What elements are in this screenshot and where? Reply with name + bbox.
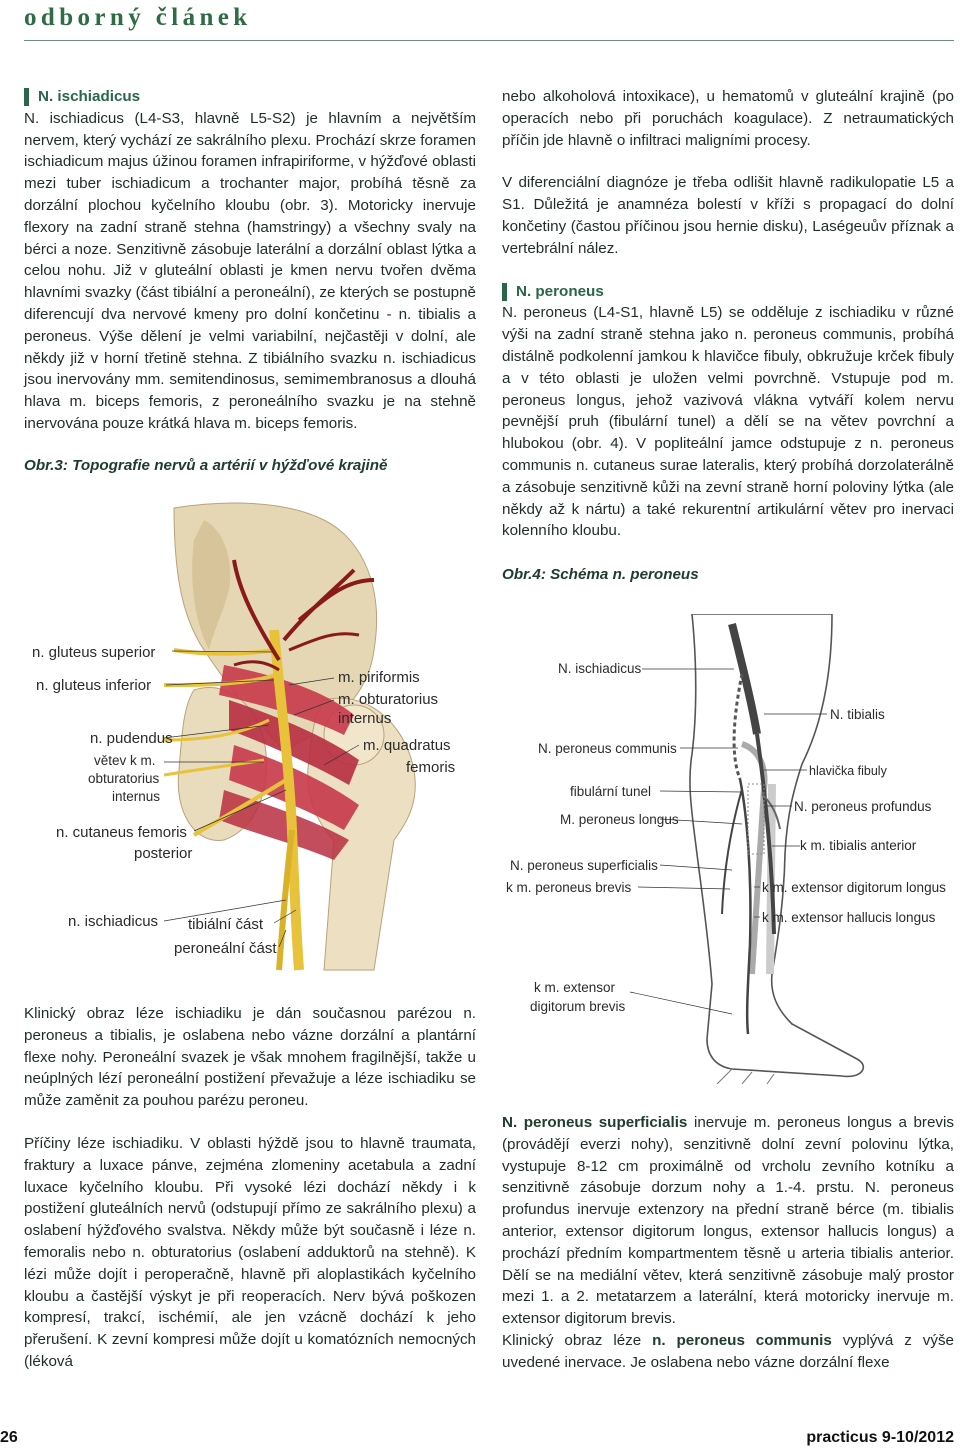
label-vetev-obturatorius: obturatorius	[88, 771, 160, 786]
clinical-picture-paragraph: Klinický obraz léze ischiadiku je dán současnou parézou n. peroneus a tibialis, je oslabena nebo vázne dorzální a plantární flexe nohy. Peroneální svazek je však mnohem fragilnější, takže u neúplných lézí peroneální postižení převažuje a léze ischiadiku se může zaměnit za pouhou parézu peroneu.	[24, 1005, 476, 1110]
label-gluteus-superior: n. gluteus superior	[32, 644, 156, 661]
communis-text-a: Klinický obraz léze	[502, 1331, 653, 1349]
figure-3-caption: Obr.3: Topografie nervů a artérií v hýžďové krajině	[24, 456, 388, 474]
right-column-lower	[502, 1112, 954, 1374]
label-obturatorius-internus: internus	[338, 710, 392, 727]
figure-4-caption: Obr.4: Schéma n. peroneus	[502, 566, 699, 584]
heading-n-ischiadicus: N. ischiadicus	[24, 86, 476, 108]
label-n-peroneus-superficialis: N. peroneus superficialis	[510, 858, 658, 873]
label-fibularni-tunel: fibulární tunel	[570, 784, 652, 799]
figure-4-illustration	[502, 614, 954, 1084]
figure-3-illustration	[24, 500, 476, 980]
label-peronealni-cast: peroneální část	[174, 940, 277, 957]
figure-4-peroneus-schema	[502, 614, 954, 1084]
label-hlavicka-fibuly: hlavička fibuly	[809, 764, 887, 778]
left-column	[24, 86, 476, 477]
differential-paragraph: V diferenciální diagnóze je třeba odlišit hlavně radikulopatie L5 a S1. Důležitá je anamnéza bolestí v kříži s propagací do dolní končetiny (častou příčinou jsou hernie disku), Laségeuův příznak a vertebrální nález.	[502, 174, 954, 257]
label-quadratus: m. quadratus	[363, 737, 451, 754]
superficialis-term: N. peroneus superficialis	[502, 1114, 688, 1131]
communis-text-b: vyplývá z výše uvedené inervace. Je oslabena nebo vázne dorzální flexe	[502, 1331, 954, 1371]
causes-paragraph: Příčiny léze ischiadiku. V oblasti hýždě jsou to hlavně traumata, fraktury a luxace pánve, zejména zlomeniny acetabula a zadní luxace kyčelního kloubu. Při vysoké lézi dochází někdy i k postižení gluteálních nervů (odstupují přímo ze sakrálního plexu) a oslabení hýžďového svalstva. Někdy může být současně i léze n. femoralis nebo n. obturatorius (oslabení adduktorů na stehně). K lézi může dojít i peroperačně, hlavně při aloplastikách kyčelního kloubu a častější výskyt je při reoperacích. Nerv bývá poškozen kompresí, trakcí, ischémií, ale jen vzácně dochází k jeho přerušení. K zevní kompresi může dojít u komatózních nemocných (léková	[24, 1134, 476, 1370]
label-peroneus-brevis: k m. peroneus brevis	[506, 880, 632, 895]
label-n-peroneus-profundus: N. peroneus profundus	[794, 799, 932, 814]
label-extensor-hallucis-longus: k m. extensor hallucis longus	[762, 910, 936, 925]
continuation-paragraph: nebo alkoholová intoxikace), u hematomů v gluteální krajině (po operacích nebo při poruchách koagulace). Z netraumatických příčin jde hlavně o infiltraci maligními procesy.	[502, 88, 954, 149]
label-quadratus-femoris: femoris	[406, 759, 456, 776]
heading-n-peroneus: N. peroneus	[502, 281, 954, 303]
label-vetev: větev k m.	[94, 753, 156, 768]
label-obturatorius: m. obturatorius	[338, 691, 439, 708]
label-n-peroneus-communis: N. peroneus communis	[538, 741, 677, 756]
right-column	[502, 86, 954, 586]
label-cutaneus-femoris: n. cutaneus femoris	[56, 824, 187, 841]
label-tibialis-anterior: k m. tibialis anterior	[800, 838, 917, 853]
label-piriformis: m. piriformis	[338, 669, 420, 686]
label-ischiadicus: n. ischiadicus	[68, 913, 159, 930]
left-column-lower	[24, 1003, 476, 1373]
label-vetev-internus: internus	[112, 789, 161, 804]
page-number: 26	[0, 1429, 18, 1446]
label-n-tibialis: N. tibialis	[830, 707, 885, 722]
superficialis-paragraph	[502, 1112, 954, 1330]
label-tibialni-cast: tibiální část	[188, 916, 264, 933]
label-digitorum-brevis: digitorum brevis	[530, 999, 626, 1014]
superficialis-text: inervuje m. peroneus longus a brevis (provádějí everzi nohy), senzitivně dolní zevní polovinu lýtka, vystupuje 8-12 cm proximálně od vrcholu zevního kotníku a senzitivně zásobuje dorzum nohy a 1.-4. prstu. N. peroneus profundus inervuje extenzory na přední straně bérce (m. tibialis anterior, extensor digitorum longus, extensor hallucis longus) a prochází předním kompartmentem těsně u arteria tibialis anterior. Dělí se na mediální větev, která senzitivně zásobuje malý prostor mezi 1. a 2. metatarzem a laterální, která motoricky inervuje m. extensor digitorum brevis.	[502, 1114, 954, 1328]
label-cutaneus-posterior: posterior	[134, 845, 193, 862]
figure-3-gluteal-anatomy	[24, 500, 476, 980]
label-n-ischiadicus: N. ischiadicus	[558, 661, 642, 676]
label-extensor-digitorum-longus: k m. extensor digitorum longus	[762, 880, 946, 895]
peroneus-paragraph: N. peroneus (L4-S1, hlavně L5) se odděluje z ischiadiku v různé výši na zadní straně stehna jako n. peroneus communis, probíhá distálně podkolenní jamkou k hlavičce fibuly, obkružuje krček fibuly a v této oblasti je uložen velmi povrchně. Vstupuje pod m. peroneus longus, jehož vazivová vlákna vytváří kolem nervu pevnější pruh (fibulární tunel) a dělí se na větev povrchní a hlubokou (obr. 4). V popliteální jamce odstupuje z n. peroneus communis n. cutaneus surae lateralis, který probíhá dorzolaterálně a zásobuje senzitivně kůži na zevní straně horní poloviny lýtka (ale někdy až k nártu) a také rekurentní artikulární větev pro inervaci kolenního kloubu.	[502, 304, 954, 540]
header-rule	[24, 40, 954, 41]
label-gluteus-inferior: n. gluteus inferior	[36, 677, 152, 694]
communis-term: n. peroneus communis	[652, 1331, 832, 1349]
label-pudendus: n. pudendus	[90, 730, 173, 747]
label-extensor: k m. extensor	[534, 980, 616, 995]
ischiadicus-paragraph: N. ischiadicus (L4-S3, hlavně L5-S2) je hlavním a největším nervem, který vychází ze sakrálního plexu. Prochází skrze foramen ischiadicum majus úžinou foramen infrapiriforme, v hýžďové oblasti mezi tuber ischiadicum a trochanter major, probíhá těsně za dorzální plochou kyčelního kloubu (obr. 3). Motoricky inervuje flexory na zadní straně stehna (hamstringy) a všechny svaly na bérci a noze. Senzitivně zásobuje laterální a dorzální oblast lýtka a celou nohu. Již v gluteální oblasti je kmen nervu tvořen dvěma hlavními svazky (část tibiální a peroneální), ze kterých se postupně diferencují dva nervové kmeny pro dolní končetinu - n. tibialis a peroneus. Výše dělení je velmi variabilní, nejčastěji v dolní, ale někdy již v horní třetině stehna. Z tibiálního svazku n. ischiadicus jsou inervovány mm. semitendinosus, semimembranosus a dlouhá hlava m. biceps femoris, z peroneálního svazku je na stehně inervována pouze krátká hlava m. biceps femoris.	[24, 109, 476, 432]
communis-paragraph	[502, 1330, 954, 1374]
section-header: odborný článek	[24, 4, 252, 31]
journal-name: practicus 9-10/2012	[806, 1429, 954, 1446]
label-m-peroneus-longus: M. peroneus longus	[560, 812, 679, 827]
